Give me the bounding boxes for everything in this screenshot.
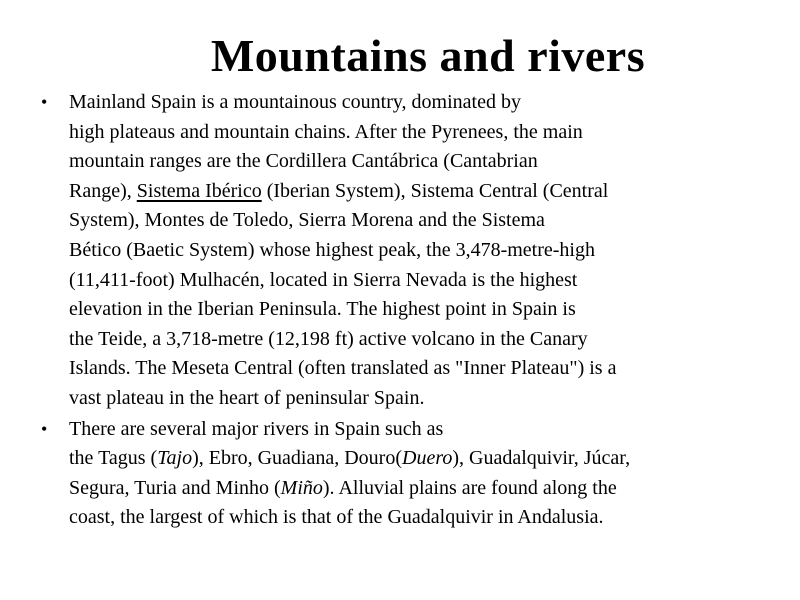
text-fragment: Segura, Turia and Minho (: [69, 476, 281, 499]
text-fragment: (Iberian System), Sistema Central (Central: [261, 179, 609, 202]
text-fragment: ), Guadalquivir, Júcar,: [452, 447, 631, 470]
text-line: coast, the largest of which is that of the Guadalquivir in Andalusia.: [69, 506, 604, 529]
text-line: (11,411-foot) Mulhacén, located in Sierra Nevada is the highest: [69, 268, 578, 291]
text-fragment-italic: Duero: [402, 447, 453, 470]
bullet-list: [32, 88, 772, 534]
text-fragment: the Tagus (: [69, 447, 158, 470]
text-fragment-italic: Miño: [280, 476, 323, 499]
text-line: Islands. The Meseta Central (often translated as "Inner Plateau") is a: [69, 357, 617, 380]
bullet-dot-icon: •: [41, 418, 48, 439]
text-line: mountain ranges are the Cordillera Cantábrica (Cantabrian: [69, 150, 538, 173]
text-line: high plateaus and mountain chains. After the Pyrenees, the main: [69, 120, 583, 143]
text-line: Mainland Spain is a mountainous country, dominated by: [69, 91, 521, 113]
text-fragment: ), Ebro, Guadiana, Douro(: [192, 447, 402, 470]
text-line: [69, 177, 772, 207]
text-line: elevation in the Iberian Peninsula. The highest point in Spain is: [69, 298, 576, 321]
bullet-mountains: [32, 88, 772, 414]
bullet-dot-icon: •: [41, 92, 48, 112]
sistema-iberico-link[interactable]: Sistema Ibérico: [136, 179, 262, 202]
bullet-rivers: [32, 415, 772, 533]
text-line: vast plateau in the heart of peninsular Spain.: [69, 386, 425, 409]
text-line: the Teide, a 3,718-metre (12,198 ft) active volcano in the Canary: [69, 327, 588, 350]
text-line: [69, 444, 772, 474]
text-line: System), Montes de Toledo, Sierra Morena and the Sistema: [69, 209, 545, 232]
text-fragment: ). Alluvial plains are found along the: [322, 476, 617, 499]
text-fragment-italic: Tajo: [157, 447, 193, 470]
text-fragment: Range),: [69, 179, 137, 202]
text-line: [69, 474, 772, 504]
text-line: There are several major rivers in Spain such as: [69, 417, 444, 440]
text-line: Bético (Baetic System) whose highest peak, the 3,478-metre-high: [69, 238, 595, 261]
slide-title: Mountains and rivers: [210, 30, 646, 81]
